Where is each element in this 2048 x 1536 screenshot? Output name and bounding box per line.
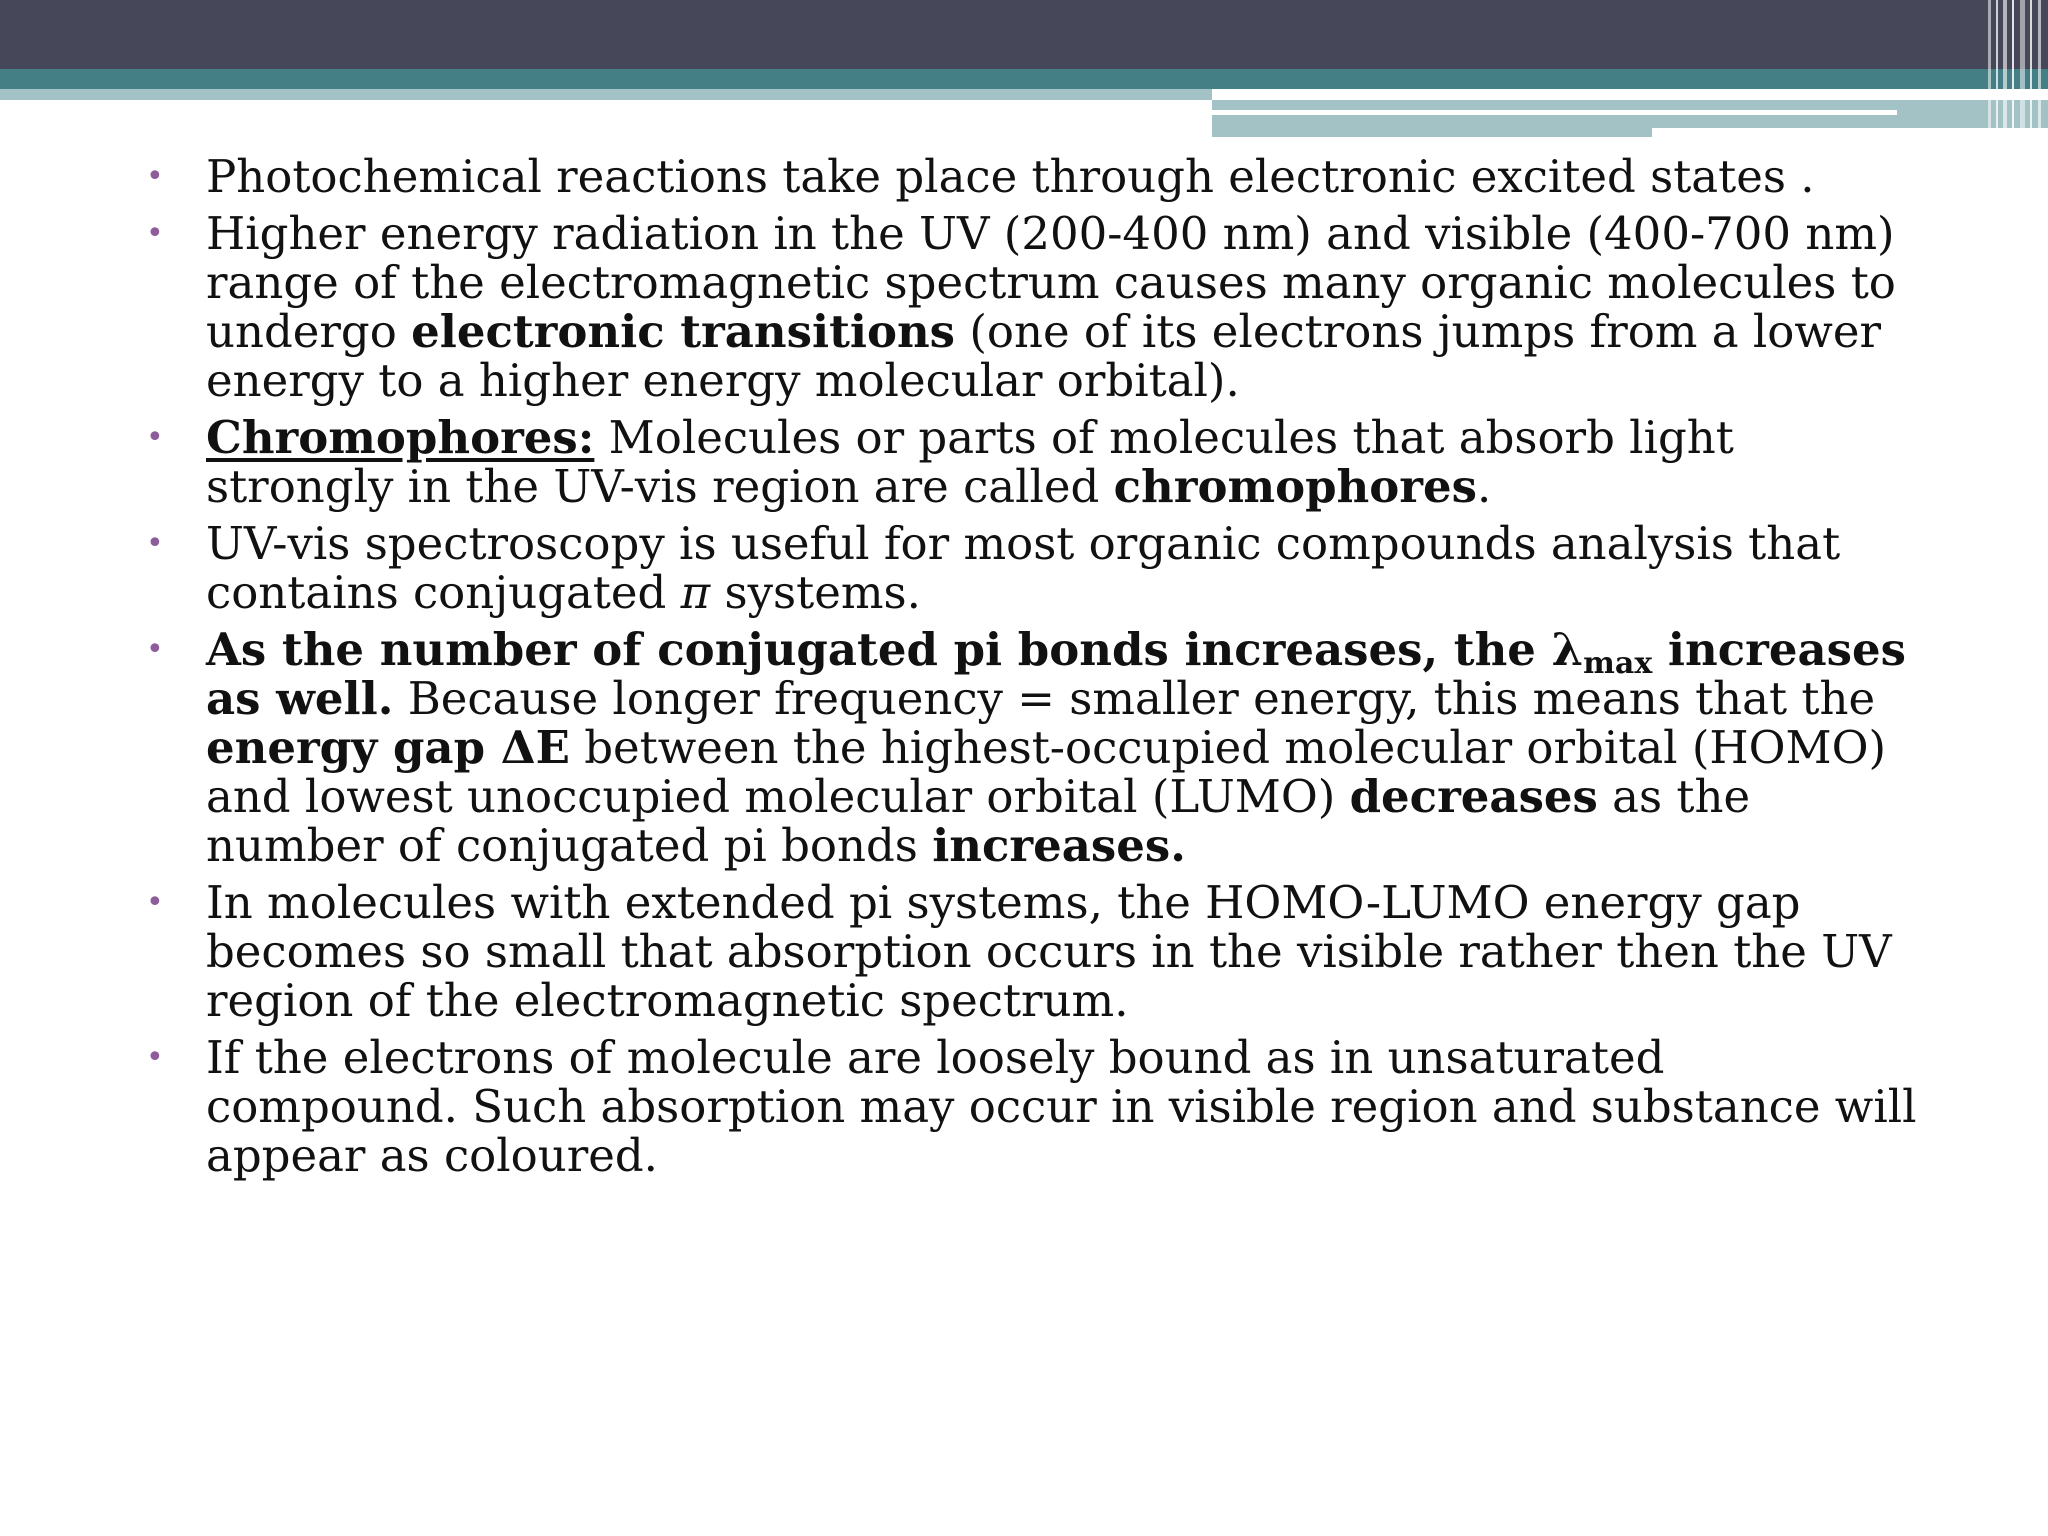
- header-white-line: [1212, 110, 1897, 115]
- bullet-text: In molecules with extended pi systems, the HOMO-LUMO energy gap becomes so small that absorption occurs in the visible rather then the UV region of the electromagnetic spectrum.: [206, 876, 1892, 1027]
- bullet-conjugated-pi-bonds: [140, 625, 1930, 870]
- header-stripe: [2030, 0, 2032, 137]
- bullet-text: Molecules or parts of molecules that absorb light strongly in the UV-vis region are called: [206, 411, 1734, 513]
- underlined-heading: Chromophores:: [206, 411, 595, 464]
- header-stripe: [2012, 0, 2014, 137]
- bold-term: decreases: [1349, 770, 1598, 823]
- bullet-text: between the highest-occupied molecular orbital (HOMO) and lowest unoccupied molecular orbital (LUMO): [206, 721, 1887, 823]
- header-stripe: [2003, 0, 2007, 137]
- bullet-text: UV-vis spectroscopy is useful for most organic compounds analysis that contains conjugated: [206, 517, 1841, 619]
- bullet-text: Photochemical reactions take place through electronic excited states .: [206, 150, 1815, 203]
- bullet-dot-icon: •: [146, 159, 164, 194]
- bullet-text: systems.: [710, 566, 921, 619]
- bullet-dot-icon: •: [146, 632, 164, 667]
- bold-term: increases as well.: [206, 623, 1906, 725]
- bullet-text: Because longer frequency = smaller energy, this means that the: [393, 672, 1876, 725]
- bold-term: As the number of conjugated pi bonds increases, the λ: [206, 623, 1584, 676]
- header-stripe: [2020, 0, 2025, 137]
- bullet-text: .: [1476, 460, 1492, 513]
- bullet-text: as the number of conjugated pi bonds: [206, 770, 1751, 872]
- bullet-text: Higher energy radiation in the UV (200-400 nm) and visible (400-700 nm) range of the electromagnetic spectrum causes many organic molecules to undergo: [206, 207, 1896, 358]
- bullet-excited-states: [140, 152, 1930, 201]
- bold-term: energy gap ΔE: [206, 721, 570, 774]
- bullet-extended-pi-systems: [140, 878, 1930, 1025]
- bullet-dot-icon: •: [146, 420, 164, 455]
- bullet-dot-icon: •: [146, 526, 164, 561]
- bold-term: electronic transitions: [411, 305, 956, 358]
- pi-symbol: π: [680, 566, 711, 619]
- header-stripe: [1988, 0, 1991, 137]
- slide-body: [140, 152, 1930, 1188]
- header-band-dark: [0, 0, 2048, 69]
- lambda-max-subscript: max: [1583, 646, 1653, 681]
- bold-term: chromophores: [1113, 460, 1477, 513]
- bullet-dot-icon: •: [146, 1040, 164, 1075]
- header-band-light-left: [0, 89, 1212, 100]
- bullet-loosely-bound-electrons: [140, 1033, 1930, 1180]
- header-stripe: [2038, 0, 2041, 137]
- bullet-chromophores: [140, 413, 1930, 511]
- bullet-list: [140, 152, 1930, 1180]
- bullet-dot-icon: •: [146, 216, 164, 251]
- bold-term: increases.: [932, 819, 1186, 872]
- bullet-uv-vis-spectroscopy: [140, 519, 1930, 617]
- bullet-uv-visible-radiation: [140, 209, 1930, 405]
- bullet-text: (one of its electrons jumps from a lower energy to a higher energy molecular orbital).: [206, 305, 1882, 407]
- header-stripe: [1996, 0, 1998, 137]
- bullet-text: If the electrons of molecule are loosely bound as in unsaturated compound. Such absorption may occur in visible region and substance will appear as coloured.: [206, 1031, 1917, 1182]
- bullet-dot-icon: •: [146, 885, 164, 920]
- header-band-teal: [0, 69, 2048, 89]
